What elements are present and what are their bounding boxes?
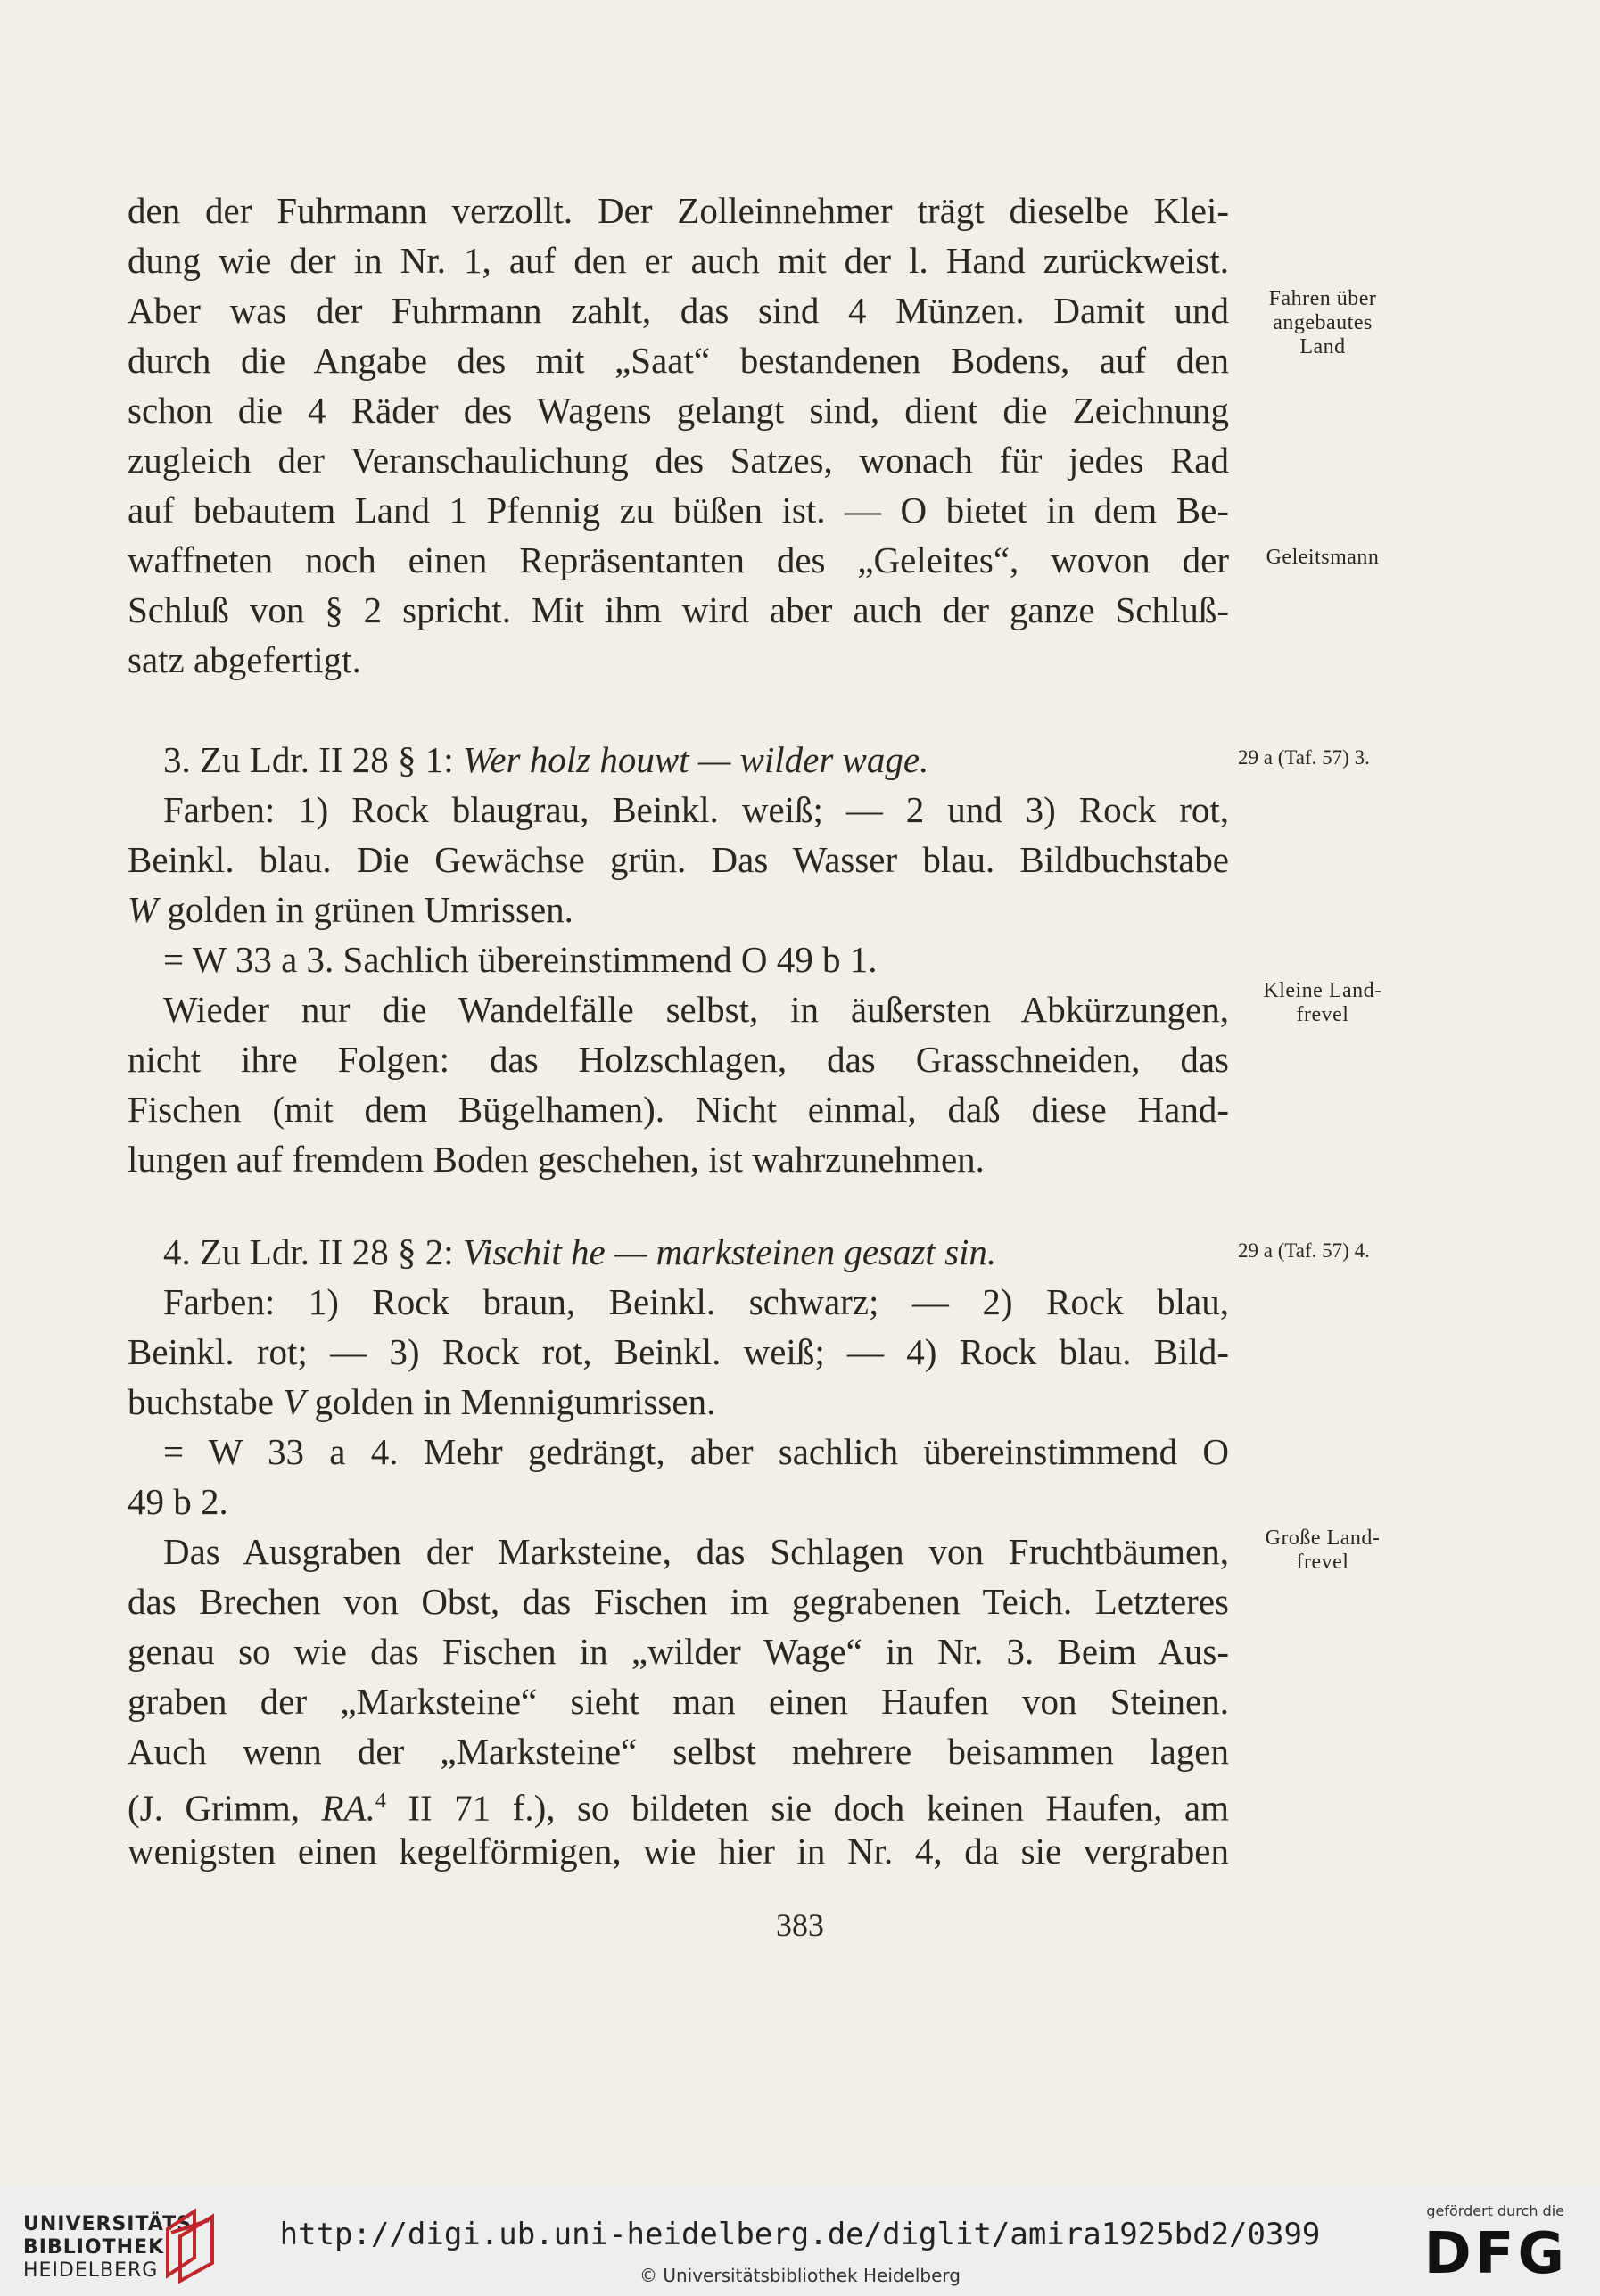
- citation-sup: 4: [375, 1790, 386, 1813]
- heading-prefix: 3. Zu Ldr. II 28 § 1:: [163, 739, 463, 780]
- text-line: Auch wenn der „Marksteine“ selbst mehrere beisammen lagen: [128, 1731, 1229, 1772]
- funding-note: gefördert durch die: [1426, 2202, 1564, 2219]
- margin-note-kleine: [1238, 979, 1407, 1027]
- text-line: = W 33 a 3. Sachlich übereinstimmend O 49 b 1.: [163, 939, 878, 980]
- text-line: Wieder nur die Wandelfälle selbst, in äußersten Abkürzungen,: [163, 989, 1229, 1030]
- margin-note-line: angebautes: [1273, 311, 1373, 334]
- logo-line: HEIDELBERG: [23, 2259, 159, 2282]
- text-span: golden in grünen Umrissen.: [167, 889, 573, 930]
- margin-note-grosse: [1238, 1527, 1407, 1575]
- text-line: Farben: 1) Rock braun, Beinkl. schwarz; — 2) Rock blau,: [163, 1281, 1229, 1322]
- text-line: genau so wie das Fischen in „wilder Wage“ in Nr. 3. Beim Aus-: [128, 1631, 1229, 1672]
- text-span: golden in Mennigumrissen.: [305, 1381, 716, 1422]
- text-line: nicht ihre Folgen: das Holzschlagen, das Grasschneiden, das: [128, 1039, 1229, 1080]
- text-line: graben der „Marksteine“ sieht man einen Haufen von Steinen.: [128, 1681, 1229, 1722]
- text-line: [128, 1776, 1229, 1833]
- text-line: Fischen (mit dem Bügelhamen). Nicht einmal, daß diese Hand-: [128, 1089, 1229, 1130]
- margin-note-line: Kleine Land-: [1263, 979, 1382, 1002]
- text-span: II 71 f.), so bildeten sie doch keinen Haufen, am: [408, 1787, 1230, 1829]
- logo-line: BIBLIOTHEK: [23, 2236, 165, 2259]
- text-span: (J. Grimm,: [128, 1787, 322, 1829]
- margin-note-line: Land: [1299, 335, 1346, 358]
- section-4-heading: [163, 1227, 1229, 1277]
- heading-prefix: 4. Zu Ldr. II 28 § 2:: [163, 1231, 463, 1272]
- text-span: buchstabe: [128, 1381, 284, 1422]
- text-line: wenigsten einen kegelförmigen, wie hier in Nr. 4, da sie vergraben: [128, 1831, 1229, 1872]
- text-line: auf bebautem Land 1 Pfennig zu büßen ist. — O bietet in dem Be-: [128, 490, 1229, 531]
- text-line: Das Ausgraben der Marksteine, das Schlagen von Fruchtbäumen,: [163, 1531, 1229, 1572]
- text-line: schon die 4 Räder des Wagens gelangt sind, dient die Zeichnung: [128, 390, 1229, 431]
- section-4-ref: 29 a (Taf. 57) 4.: [1238, 1239, 1370, 1262]
- heading-quote: Wer holz houwt — wilder wage.: [462, 739, 929, 780]
- margin-note-line: Große Land-: [1265, 1527, 1381, 1550]
- text-line: satz abgefertigt.: [128, 639, 361, 680]
- text-line: lungen auf fremdem Boden geschehen, ist wahrzunehmen.: [128, 1139, 985, 1180]
- section-3-heading: [163, 735, 1229, 785]
- text-line: den der Fuhrmann verzollt. Der Zolleinnehmer trägt dieselbe Klei-: [128, 190, 1229, 231]
- text-line: waffneten noch einen Repräsentanten des „Geleites“, wovon der: [128, 539, 1229, 580]
- margin-note-line: Geleitsmann: [1266, 546, 1380, 569]
- page-number: 383: [776, 1907, 824, 1943]
- text-line: [128, 1377, 1229, 1427]
- text-line: Schluß von § 2 spricht. Mit ihm wird aber auch der ganze Schluß-: [128, 589, 1229, 630]
- initial-letter: V: [283, 1381, 306, 1422]
- margin-note-line: Fahren über: [1268, 287, 1377, 310]
- dfg-logo: DFG: [1423, 2221, 1568, 2287]
- text-line: durch die Angabe des mit „Saat“ bestandenen Bodens, auf den: [128, 340, 1229, 381]
- text-line: Beinkl. blau. Die Gewächse grün. Das Wasser blau. Bildbuchstabe: [128, 839, 1229, 880]
- margin-note-fahren: [1238, 287, 1407, 359]
- text-line: = W 33 a 4. Mehr gedrängt, aber sachlich übereinstimmend O: [163, 1431, 1229, 1472]
- footer-bar: [0, 2185, 1600, 2296]
- copyright-text: © Universitätsbibliothek Heidelberg: [639, 2265, 961, 2286]
- logo-line: UNIVERSITÄTS-: [23, 2213, 202, 2235]
- margin-note-geleitsmann: [1238, 546, 1407, 570]
- initial-letter: W: [128, 889, 159, 930]
- margin-note-line: frevel: [1296, 1551, 1349, 1574]
- margin-note-line: frevel: [1296, 1003, 1349, 1026]
- permalink-url[interactable]: http://digi.ub.uni-heidelberg.de/diglit/amira1925bd2/0399: [279, 2217, 1321, 2252]
- text-line: [128, 885, 1229, 934]
- text-line: zugleich der Veranschaulichung des Satzes, wonach für jedes Rad: [128, 440, 1229, 481]
- text-line: Beinkl. rot; — 3) Rock rot, Beinkl. weiß; — 4) Rock blau. Bild-: [128, 1331, 1229, 1372]
- text-line: das Brechen von Obst, das Fischen im gegrabenen Teich. Letzteres: [128, 1581, 1229, 1622]
- text-line: Farben: 1) Rock blaugrau, Beinkl. weiß; — 2 und 3) Rock rot,: [163, 789, 1229, 830]
- text-line: 49 b 2.: [128, 1481, 228, 1522]
- heading-quote: Vischit he — marksteinen gesazt sin.: [462, 1231, 997, 1272]
- citation-abbrev: RA.: [321, 1787, 375, 1829]
- section-3-ref: 29 a (Taf. 57) 3.: [1238, 746, 1370, 769]
- text-line: dung wie der in Nr. 1, auf den er auch mit der l. Hand zurückweist.: [128, 240, 1229, 281]
- text-line: Aber was der Fuhrmann zahlt, das sind 4 Münzen. Damit und: [128, 290, 1229, 331]
